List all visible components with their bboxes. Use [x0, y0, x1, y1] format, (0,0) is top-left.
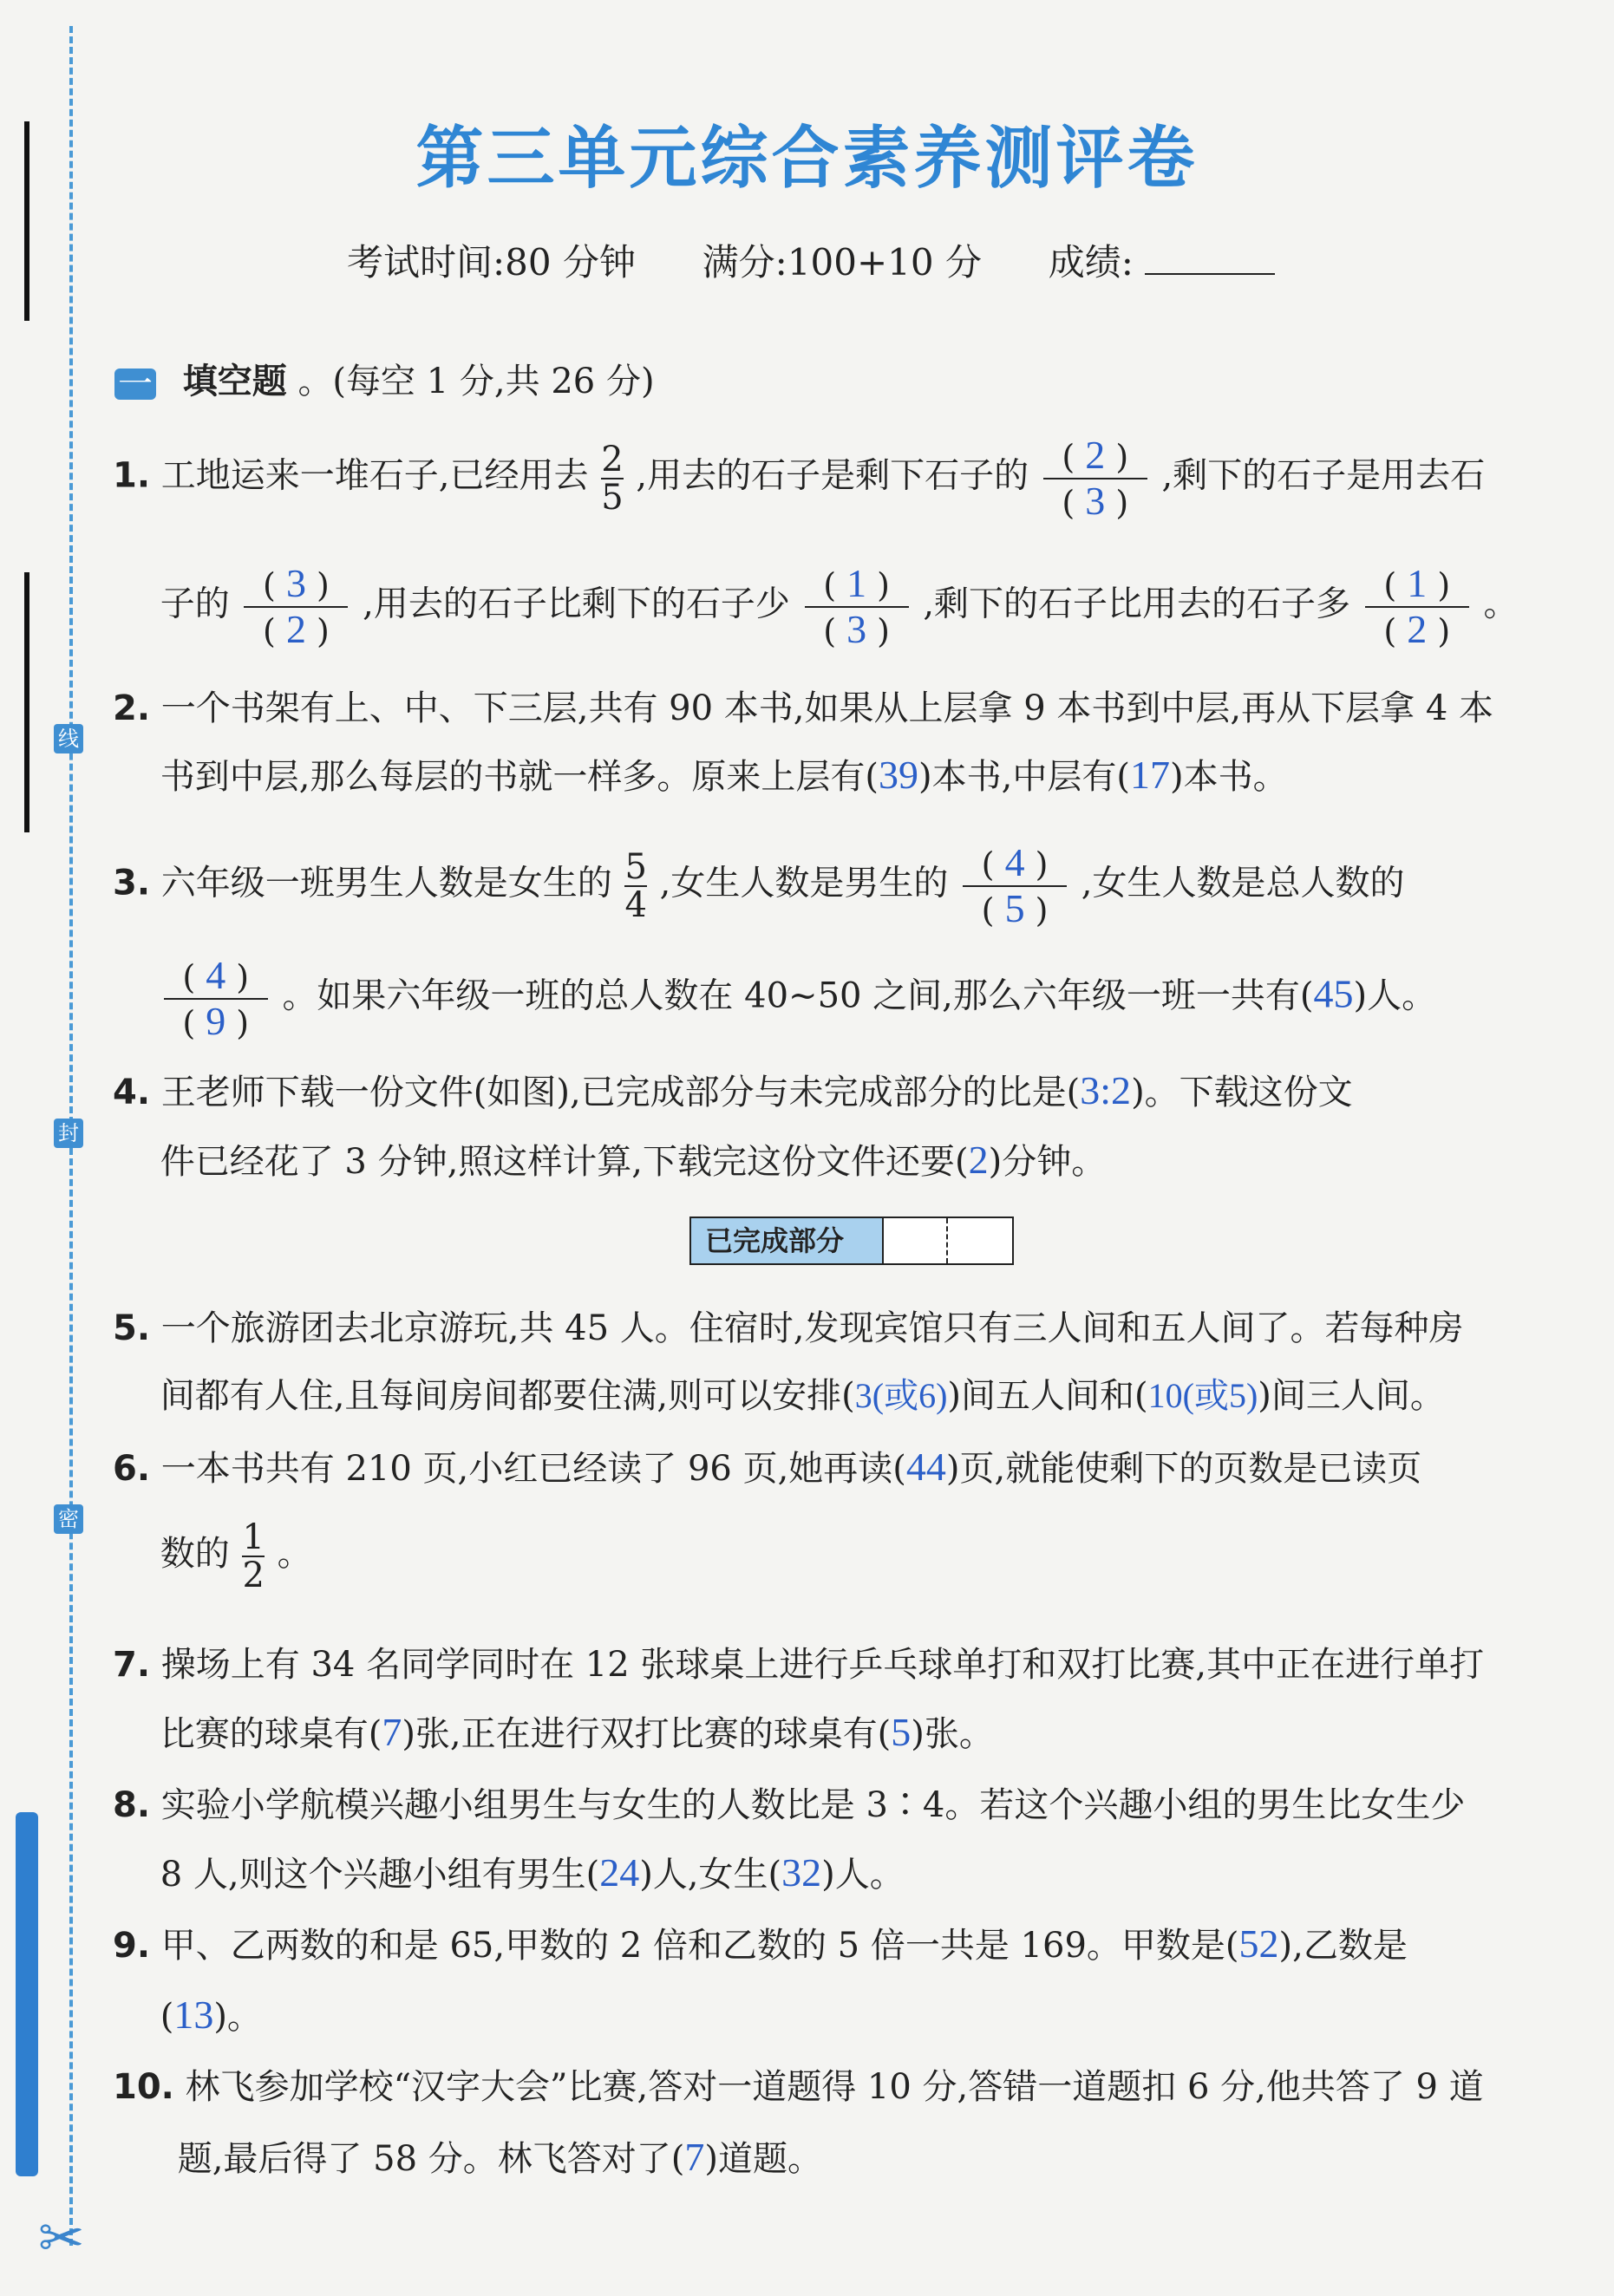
question-6-line-1: 6. 一本书共有 210 页,小红已经读了 96 页,她再读(44)页,就能使剩下的页数是已读页	[113, 1445, 1422, 1489]
edge-mark	[24, 572, 29, 832]
question-9-line-2: (13)。	[160, 1993, 262, 2037]
fraction: $\frac{1}{2}$	[242, 1517, 265, 1595]
answer: 7	[382, 1710, 402, 1754]
exam-grade-label: 成绩:	[1048, 241, 1134, 284]
answer: 13	[173, 1993, 214, 2037]
answer: 32	[781, 1850, 822, 1895]
question-1-line-2: 子的 $\frac{( 3 )}{( 2 )}$ ,用去的石子比剩下的石子少 $\frac{( 1 )}{( 3 )}$ ,剩下的石子比用去的石子多 $\frac{( 1 )}{( 2 )}$ 。	[160, 561, 1519, 651]
question-number: 4.	[113, 1073, 151, 1112]
answer-fraction: $\frac{( 4 )}{( 9 )}$	[164, 954, 268, 1043]
section-header	[114, 354, 655, 403]
section-title: 填空题	[182, 362, 287, 401]
question-number: 9.	[113, 1926, 151, 1966]
section-note: 。(每空 1 分,共 26 分)	[297, 362, 655, 401]
section-badge: 一	[114, 369, 156, 400]
answer: 10(或5)	[1147, 1376, 1258, 1415]
answer: 3:2	[1080, 1068, 1132, 1112]
question-9-line-1: 9. 甲、乙两数的和是 65,甲数的 2 倍和乙数的 5 倍一共是 169。甲数是(52),乙数是	[113, 1921, 1408, 1966]
answer: 45	[1313, 971, 1354, 1016]
exam-info	[347, 234, 1275, 286]
progress-completed: 已完成部分	[691, 1218, 884, 1263]
question-7-line-1: 7. 操场上有 34 名同学同时在 12 张球桌上进行乒乓球单打和双打比赛,其中正在进行单打	[113, 1645, 1485, 1685]
progress-remaining-segment	[948, 1218, 1012, 1263]
question-number: 3.	[113, 863, 151, 903]
answer-fraction: $\frac{( 1 )}{( 3 )}$	[805, 562, 909, 651]
binding-label-seal: 封	[54, 1119, 83, 1148]
question-3-line-1: 3. 六年级一班男生人数是女生的 $\frac{5}{4}$ ,女生人数是男生的 $\frac{( 4 )}{( 5 )}$ ,女生人数是总人数的	[113, 840, 1405, 930]
binding-label-secret: 密	[54, 1504, 83, 1534]
answer-fraction: $\frac{( 1 )}{( 2 )}$	[1365, 562, 1469, 651]
question-number: 10.	[113, 2067, 174, 2107]
page-title: 第三单元综合素养测评卷	[415, 120, 1199, 198]
question-2-line-1: 2. 一个书架有上、中、下三层,共有 90 本书,如果从上层拿 9 本书到中层,再从下层拿 4 本	[113, 688, 1493, 728]
question-8-line-1: 8. 实验小学航模兴趣小组男生与女生的人数比是 3∶4。若这个兴趣小组的男生比女生少	[113, 1785, 1466, 1825]
question-3-line-2: $\frac{( 4 )}{( 9 )}$ 。如果六年级一班的总人数在 40~50 之间,那么六年级一班一共有(45)人。	[113, 954, 1561, 1043]
exam-full-score: 满分:100+10 分	[702, 241, 982, 284]
answer: 17	[1129, 753, 1170, 797]
question-8-line-2: 8 人,则这个兴趣小组有男生(24)人,女生(32)人。	[160, 1850, 905, 1895]
scissors-icon: ✂	[38, 2207, 85, 2271]
question-number: 5.	[113, 1308, 151, 1348]
answer: 52	[1238, 1921, 1279, 1966]
answer: 5	[891, 1710, 912, 1754]
question-1-line-1: 1. 工地运来一堆石子,已经用去 $\frac{2}{5}$ ,用去的石子是剩下石子的 $\frac{( 2 )}{( 3 )}$ ,剩下的石子是用去石	[113, 433, 1486, 523]
answer-fraction: $\frac{( 4 )}{( 5 )}$	[963, 841, 1067, 930]
question-number: 8.	[113, 1785, 151, 1825]
question-number: 7.	[113, 1645, 151, 1685]
question-4-line-2: 件已经花了 3 分钟,照这样计算,下载完这份文件还要(2)分钟。	[160, 1138, 1107, 1182]
question-number: 1.	[113, 455, 151, 496]
binding-label-line: 线	[54, 724, 83, 753]
answer-fraction: $\frac{( 2 )}{( 3 )}$	[1043, 434, 1147, 523]
download-progress-bar	[689, 1216, 1014, 1265]
answer: 44	[905, 1445, 946, 1489]
question-7-line-2: 比赛的球桌有(7)张,正在进行双打比赛的球桌有(5)张。	[160, 1710, 994, 1754]
answer: 3(或6)	[854, 1376, 948, 1415]
question-number: 6.	[113, 1449, 151, 1489]
answer: 2	[968, 1138, 989, 1182]
fraction: $\frac{2}{5}$	[601, 439, 624, 518]
binding-strip	[16, 1812, 38, 2176]
question-10-line-1: 10. 林飞参加学校“汉字大会”比赛,答对一道题得 10 分,答错一道题扣 6 分,他共答了 9 道	[113, 2067, 1484, 2107]
answer: 39	[879, 753, 919, 797]
exam-time: 考试时间:80 分钟	[347, 241, 636, 284]
answer-fraction: $\frac{( 3 )}{( 2 )}$	[244, 562, 348, 651]
question-5-line-1: 5. 一个旅游团去北京游玩,共 45 人。住宿时,发现宾馆只有三人间和五人间了。若每种房	[113, 1308, 1464, 1348]
fraction: $\frac{5}{4}$	[624, 846, 647, 925]
question-10-line-2: 题,最后得了 58 分。林飞答对了(7)道题。	[177, 2135, 822, 2179]
question-2-line-2: 书到中层,那么每层的书就一样多。原来上层有(39)本书,中层有(17)本书。	[160, 753, 1288, 797]
answer: 7	[684, 2135, 705, 2179]
binding-margin	[0, 0, 104, 2296]
question-5-line-2: 间都有人住,且每间房间都要住满,则可以安排(3(或6))间五人间和(10(或5))间三人间。	[160, 1376, 1445, 1416]
grade-blank	[1145, 238, 1275, 275]
question-number: 2.	[113, 688, 151, 728]
question-6-line-2: 数的 $\frac{1}{2}$ 。	[160, 1517, 312, 1595]
answer: 24	[599, 1850, 640, 1895]
question-4-line-1: 4. 王老师下载一份文件(如图),已完成部分与未完成部分的比是(3:2)。下载这份文	[113, 1068, 1353, 1112]
progress-remaining-segment	[884, 1218, 948, 1263]
